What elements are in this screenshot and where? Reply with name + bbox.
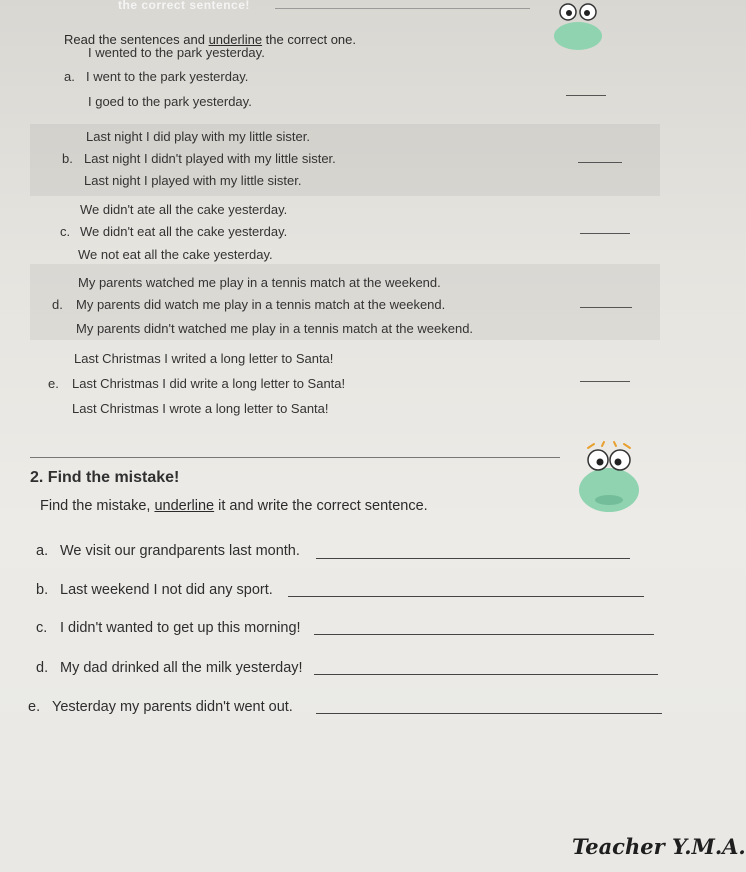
option-d-1[interactable]: My parents watched me play in a tennis match at the weekend. [78, 275, 441, 290]
group-label-c: c. [60, 224, 71, 239]
group-label-e: e. [48, 376, 59, 391]
mistake-label-a: a. [36, 543, 49, 559]
part2-instruction: Find the mistake, underline it and write the correct sentence. [40, 498, 428, 514]
part2-title: 2. Find the mistake! [30, 469, 180, 486]
mistake-sentence-a[interactable]: We visit our grandparents last month. [60, 543, 300, 559]
option-b-3[interactable]: Last night I played with my little sister. [84, 173, 302, 188]
option-e-1[interactable]: Last Christmas I writed a long letter to Santa! [74, 351, 334, 366]
answer-line-c[interactable] [314, 634, 654, 635]
teacher-signature: Teacher Y.M.A. [572, 834, 746, 859]
mistake-label-d: d. [36, 660, 49, 676]
answer-blank-e[interactable] [580, 381, 630, 382]
option-d-3[interactable]: My parents didn't watched me play in a tennis match at the weekend. [76, 321, 474, 336]
frog-mascot-icon [548, 2, 608, 50]
option-c-1[interactable]: We didn't ate all the cake yesterday. [80, 202, 288, 217]
answer-blank-d[interactable] [580, 307, 632, 308]
mistake-sentence-e[interactable]: Yesterday my parents didn't went out. [52, 699, 293, 715]
option-d-2[interactable]: My parents did watch me play in a tennis match at the weekend. [76, 297, 446, 312]
mistake-label-b: b. [36, 582, 49, 598]
answer-blank-c[interactable] [580, 233, 630, 234]
group-label-d: d. [52, 297, 63, 312]
option-e-3[interactable]: Last Christmas I wrote a long letter to Santa! [72, 401, 329, 416]
answer-blank-a[interactable] [566, 95, 606, 96]
group-label-b: b. [62, 151, 73, 166]
option-c-2[interactable]: We didn't eat all the cake yesterday. [80, 224, 288, 239]
section-divider [30, 457, 560, 458]
frog-mascot-icon [574, 442, 644, 516]
part1-title: the correct sentence! [118, 0, 250, 12]
answer-blank-b[interactable] [578, 162, 622, 163]
option-b-1[interactable]: Last night I did play with my little sister. [86, 129, 310, 144]
mistake-sentence-b[interactable]: Last weekend I not did any sport. [60, 582, 273, 598]
option-a-3[interactable]: I goed to the park yesterday. [88, 94, 252, 109]
mistake-label-c: c. [36, 620, 48, 636]
answer-line-e[interactable] [316, 713, 662, 714]
option-b-2[interactable]: Last night I didn't played with my little sister. [84, 151, 336, 166]
option-e-2[interactable]: Last Christmas I did write a long letter to Santa! [72, 376, 346, 391]
answer-line-d[interactable] [314, 674, 658, 675]
title-rule [275, 8, 530, 9]
mistake-sentence-d[interactable]: My dad drinked all the milk yesterday! [60, 660, 303, 676]
mistake-sentence-c[interactable]: I didn't wanted to get up this morning! [60, 620, 301, 636]
option-a-1[interactable]: I wented to the park yesterday. [88, 45, 265, 60]
option-c-3[interactable]: We not eat all the cake yesterday. [78, 247, 273, 262]
answer-line-b[interactable] [288, 596, 644, 597]
answer-line-a[interactable] [316, 558, 630, 559]
part1-instruction: Read the sentences and underline the correct one. [64, 32, 357, 47]
option-a-2[interactable]: I went to the park yesterday. [86, 69, 249, 84]
mistake-label-e: e. [28, 699, 41, 715]
group-label-a: a. [64, 69, 75, 84]
